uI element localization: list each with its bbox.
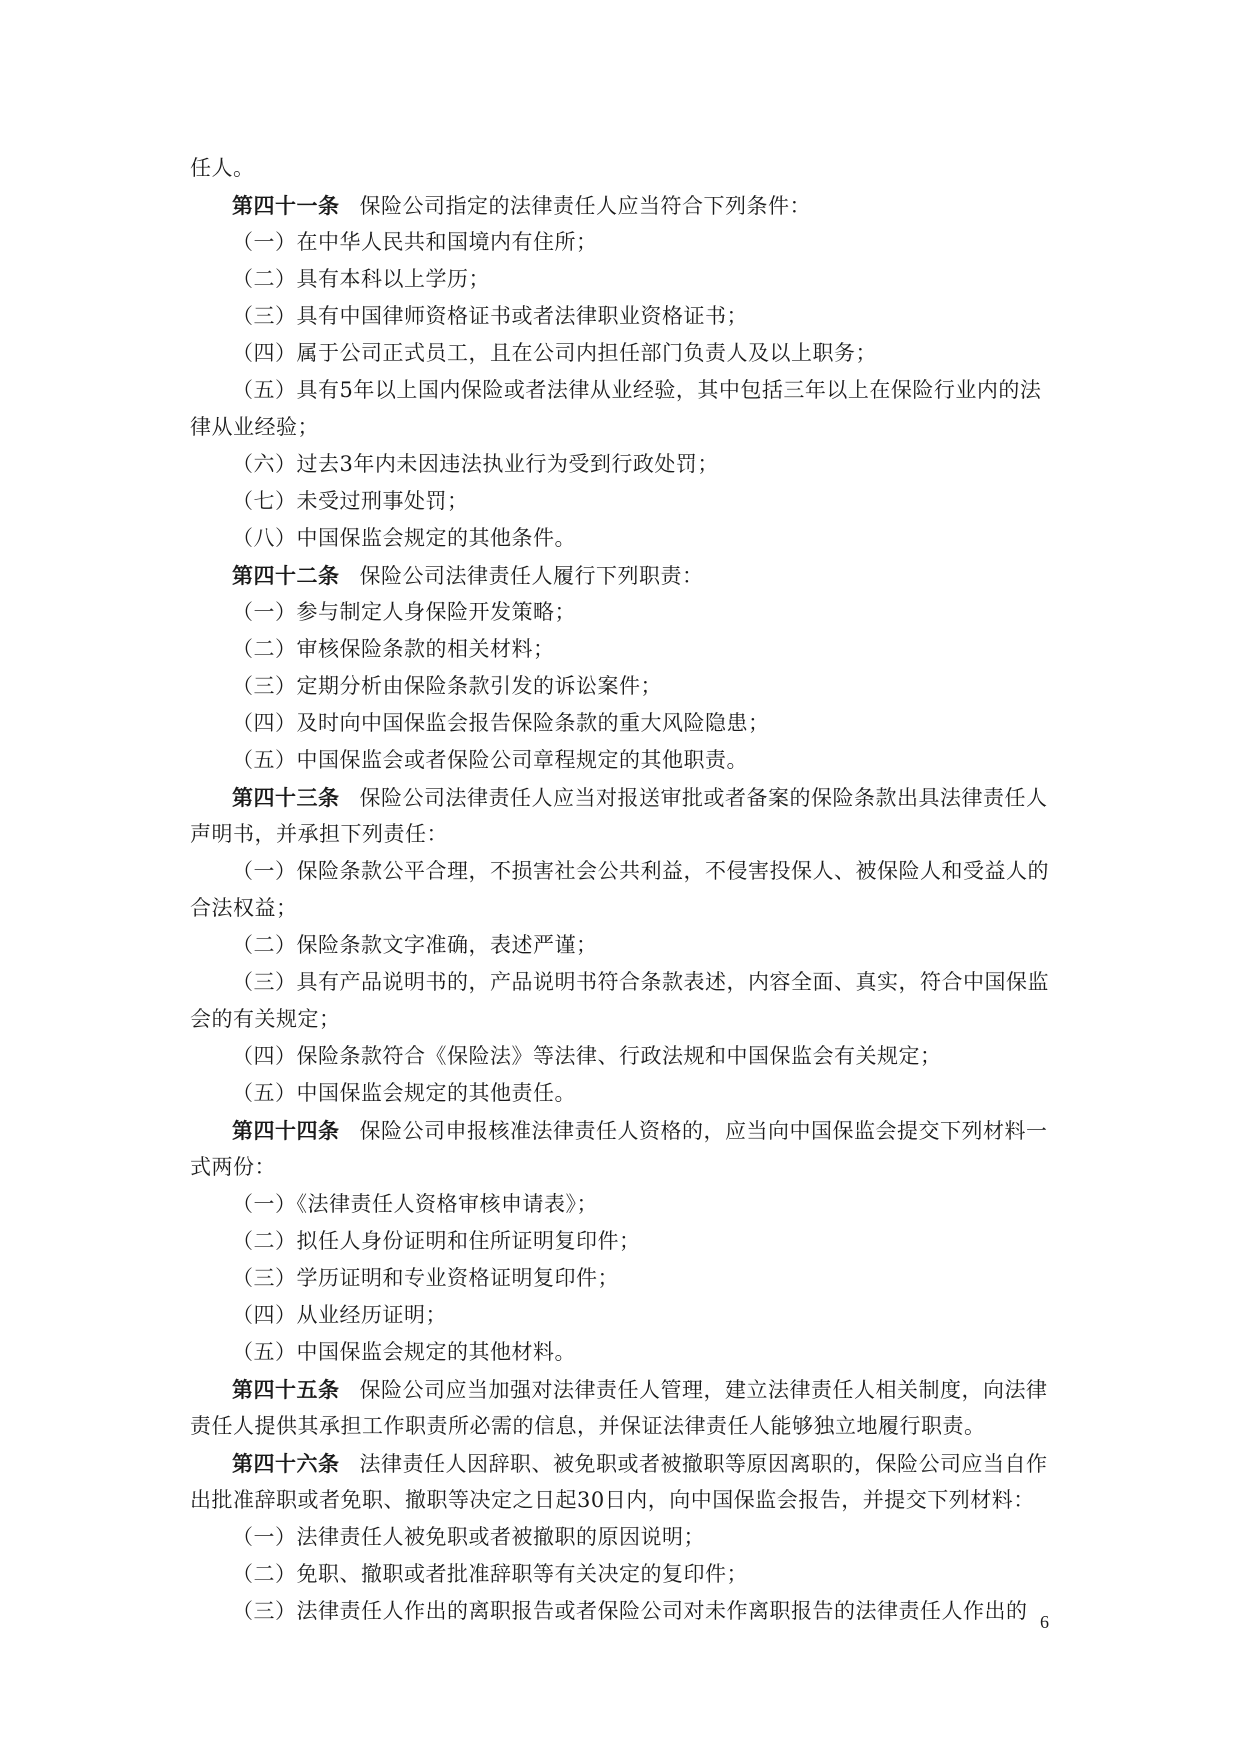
article-43-heading: 第四十三条 保险公司法律责任人应当对报送审批或者备案的保险条款出具法律责任人	[232, 785, 1048, 810]
list-item: （六）过去3年内未因违法执业行为受到行政处罚；	[232, 452, 719, 476]
list-item: （四）保险条款符合《保险法》等法律、行政法规和中国保监会有关规定；	[232, 1044, 942, 1068]
list-item: （一）参与制定人身保险开发策略；	[232, 600, 576, 624]
list-item: （四）属于公司正式员工，且在公司内担任部门负责人及以上职务；	[232, 341, 877, 365]
list-item: （三）学历证明和专业资格证明复印件；	[232, 1266, 619, 1290]
article-number: 第四十五条	[232, 1377, 340, 1402]
text-line: 式两份：	[190, 1155, 276, 1179]
list-item: （二）免职、撤职或者批准辞职等有关决定的复印件；	[232, 1562, 748, 1586]
article-41-heading: 第四十一条 保险公司指定的法律责任人应当符合下列条件：	[232, 193, 811, 218]
list-item: （三）具有产品说明书的，产品说明书符合条款表述，内容全面、真实，符合中国保监	[232, 970, 1049, 994]
article-44-heading: 第四十四条 保险公司申报核准法律责任人资格的，应当向中国保监会提交下列材料一	[232, 1118, 1048, 1143]
text-line: 任人。	[190, 156, 255, 180]
text-line: 出批准辞职或者免职、撤职等决定之日起30日内，向中国保监会报告，并提交下列材料：	[190, 1488, 1035, 1512]
list-item: （八）中国保监会规定的其他条件。	[232, 526, 576, 550]
article-number: 第四十一条	[232, 193, 340, 218]
article-45-heading: 第四十五条 保险公司应当加强对法律责任人管理，建立法律责任人相关制度，向法律	[232, 1377, 1048, 1402]
article-42-heading: 第四十二条 保险公司法律责任人履行下列职责：	[232, 563, 704, 588]
list-item: （一）法律责任人被免职或者被撤职的原因说明；	[232, 1525, 705, 1549]
page-number: 6	[1040, 1612, 1049, 1632]
list-item: （四）及时向中国保监会报告保险条款的重大风险隐患；	[232, 711, 770, 735]
text-line: 声明书，并承担下列责任：	[190, 822, 448, 846]
list-item: （七）未受过刑事处罚；	[232, 489, 469, 513]
article-number: 第四十三条	[232, 785, 340, 810]
list-item: （五）中国保监会规定的其他责任。	[232, 1081, 576, 1105]
text-line: 合法权益；	[190, 896, 298, 920]
list-item: （一）《法律责任人资格审核申请表》；	[232, 1192, 598, 1216]
list-item: （五）中国保监会或者保险公司章程规定的其他职责。	[232, 748, 748, 772]
text-line: 责任人提供其承担工作职责所必需的信息，并保证法律责任人能够独立地履行职责。	[190, 1414, 986, 1438]
article-number: 第四十二条	[232, 563, 340, 588]
article-number: 第四十六条	[232, 1451, 340, 1476]
list-item: （五）中国保监会规定的其他材料。	[232, 1340, 576, 1364]
document-body	[190, 150, 1070, 1630]
article-46-heading: 第四十六条 法律责任人因辞职、被免职或者被撤职等原因离职的，保险公司应当自作	[232, 1451, 1048, 1476]
list-item: （二）拟任人身份证明和住所证明复印件；	[232, 1229, 641, 1253]
text-line: 律从业经验；	[190, 415, 319, 439]
list-item: （一）在中华人民共和国境内有住所；	[232, 230, 598, 254]
list-item: （三）法律责任人作出的离职报告或者保险公司对未作离职报告的法律责任人作出的	[232, 1599, 1028, 1623]
list-item: （四）从业经历证明；	[232, 1303, 447, 1327]
list-item: （三）定期分析由保险条款引发的诉讼案件；	[232, 674, 662, 698]
list-item: （二）保险条款文字准确，表述严谨；	[232, 933, 598, 957]
text-line: 会的有关规定；	[190, 1007, 341, 1031]
article-number: 第四十四条	[232, 1118, 340, 1143]
list-item: （五）具有5年以上国内保险或者法律从业经验，其中包括三年以上在保险行业内的法	[232, 378, 1042, 402]
list-item: （三）具有中国律师资格证书或者法律职业资格证书；	[232, 304, 748, 328]
list-item: （二）审核保险条款的相关材料；	[232, 637, 555, 661]
list-item: （一）保险条款公平合理，不损害社会公共利益，不侵害投保人、被保险人和受益人的	[232, 859, 1049, 883]
list-item: （二）具有本科以上学历；	[232, 267, 490, 291]
